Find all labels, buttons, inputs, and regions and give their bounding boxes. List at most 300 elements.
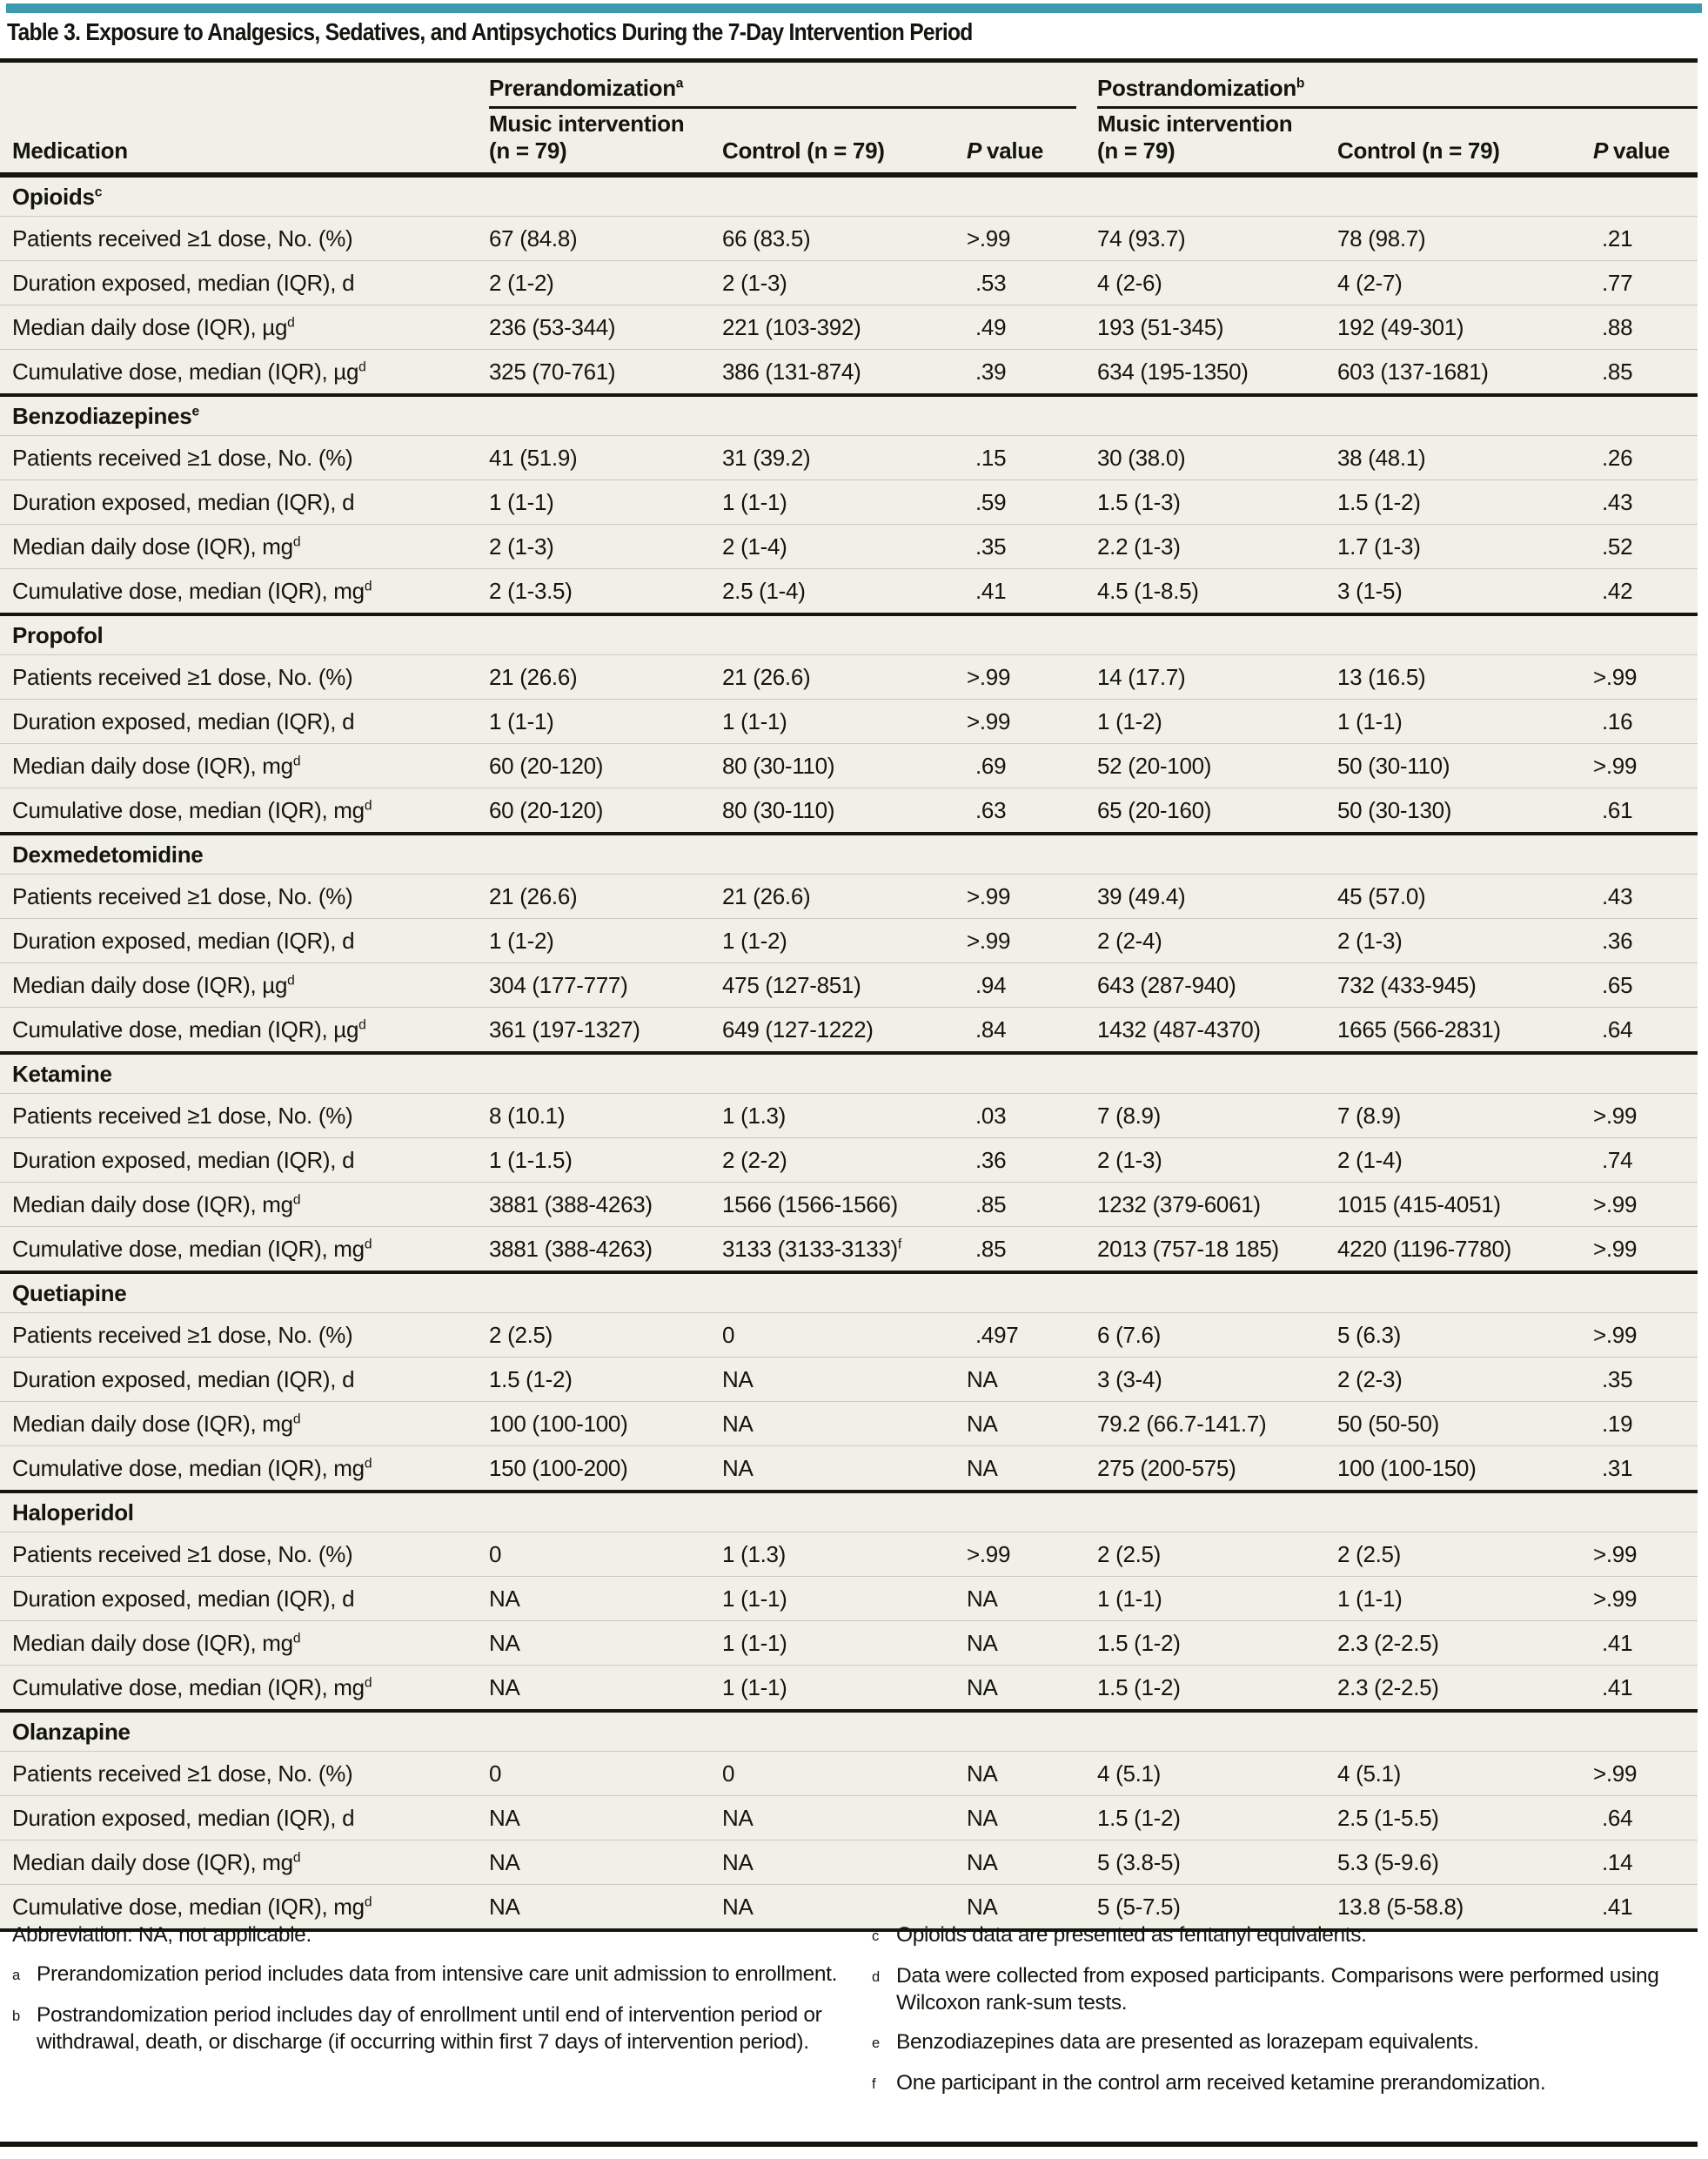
value-cell: NA [489,1848,520,1875]
footnote-marker: b [12,2008,20,2024]
medication-section [0,835,1698,1055]
value-cell: 1 (1-1) [1337,707,1403,734]
section-label: Benzodiazepines$^e$ [12,402,199,429]
table-row [0,1751,1698,1795]
value-cell: 21 (26.6) [722,663,811,690]
value-cell: >.99 [1593,1321,1638,1348]
value-cell: 78 (98.7) [1337,225,1426,251]
table-row [0,1182,1698,1226]
value-cell: 50 (30-110) [1337,752,1450,779]
footnote-c [872,1921,1698,1950]
value-cell: 4 (2-6) [1097,269,1162,296]
value-cell: 5 (5-7.5) [1097,1893,1181,1920]
row-label: Median daily dose (IQR), $mg^d$ [12,1190,301,1217]
value-cell: NA [489,1629,520,1656]
table-row [0,349,1698,393]
table-row [0,654,1698,699]
footnote-text: One participant in the control arm received ketamine prerandomization. [896,2071,1546,2095]
value-cell: 0 [489,1540,502,1567]
table-row [0,435,1698,479]
value-cell: .31 [1602,1454,1633,1481]
column-header-pvalue-pre: P value [967,137,1044,164]
value-cell: .85 [975,1235,1007,1262]
value-cell: 2.3 (2-2.5) [1337,1673,1439,1700]
row-label: Patients received ≥1 dose, No. (%) [12,1760,353,1787]
value-cell: 3 (3-4) [1097,1365,1162,1392]
value-cell: .16 [1602,707,1633,734]
row-label: Duration exposed, median (IQR), d [12,1146,355,1173]
footnotes [12,1921,1698,2110]
value-cell: NA [967,1893,998,1920]
value-cell: 475 (127-851) [722,971,861,998]
table-row [0,1445,1698,1490]
group-header-prerandomization [489,63,1076,109]
row-label: Median daily dose (IQR), µg$^d$ [12,971,295,998]
value-cell: 39 (49.4) [1097,882,1186,909]
value-cell: 1.5 (1-2) [1097,1673,1181,1700]
group-label: Postrandomization$^b$ [1097,75,1305,101]
medication-section [0,616,1698,835]
value-cell: 1015 (415-4051) [1337,1190,1501,1217]
footnote-marker: a [12,1968,20,1983]
table-row [0,1620,1698,1665]
table-row [0,1532,1698,1576]
value-cell: 50 (50-50) [1337,1410,1439,1437]
value-cell: 2 (2-2) [722,1146,787,1173]
table-row [0,743,1698,788]
value-cell: 1 (1-1) [489,707,554,734]
group-header-spacer [0,63,489,109]
value-cell: >.99 [967,882,1011,909]
value-cell: NA [489,1673,520,1700]
row-label: Median daily dose (IQR), $mg^d$ [12,1848,301,1875]
footnote-d [872,1962,1698,2016]
medication-section [0,1493,1698,1713]
value-cell: .35 [1602,1365,1633,1392]
value-cell: 1 (1-1) [722,488,787,515]
value-cell: 3 (1-5) [1337,577,1403,604]
value-cell: 1 (1-1) [1337,1585,1403,1612]
value-cell: .15 [975,444,1007,471]
row-label: Median daily dose (IQR), $mg^d$ [12,1629,301,1656]
medication-section [0,1274,1698,1493]
table-row [0,1137,1698,1182]
value-cell: 4220 (1196-7780) [1337,1235,1511,1262]
value-cell: 193 (51-345) [1097,313,1224,340]
value-cell: 21 (26.6) [489,882,578,909]
value-cell: .41 [1602,1629,1633,1656]
value-cell: .49 [975,313,1007,340]
section-label: Opioids$^c$ [12,183,103,210]
section-header [0,616,1698,654]
footnote-text: Prerandomization period includes data from intensive care unit admission to enrollment. [37,1962,838,1986]
value-cell: 67 (84.8) [489,225,578,251]
value-cell: 52 (20-100) [1097,752,1212,779]
value-cell: 7 (8.9) [1097,1102,1162,1129]
column-header-medication: Medication [12,137,128,164]
row-label: Patients received ≥1 dose, No. (%) [12,1102,353,1129]
table-row [0,216,1698,260]
value-cell: .61 [1602,796,1633,823]
value-cell: .19 [1602,1410,1633,1437]
row-label: Cumulative dose, median (IQR), $mg^d$ [12,577,372,604]
value-cell: 4 (2-7) [1337,269,1403,296]
value-cell: 2 (1-3) [1097,1146,1162,1173]
value-cell: 1.7 (1-3) [1337,533,1421,560]
value-cell: 5 (6.3) [1337,1321,1402,1348]
footnote-marker: c [872,1928,879,1944]
value-cell: >.99 [967,927,1011,954]
table-row [0,1795,1698,1840]
footnotes-left-column [12,1921,839,2110]
value-cell: 5.3 (5-9.6) [1337,1848,1439,1875]
value-cell: .43 [1602,488,1633,515]
value-cell: 0 [722,1321,735,1348]
value-cell: 8 (10.1) [489,1102,566,1129]
value-cell: 192 (49-301) [1337,313,1464,340]
medication-section [0,397,1698,616]
value-cell: 4.5 (1-8.5) [1097,577,1199,604]
value-cell: 649 (127-1222) [722,1016,874,1043]
value-cell: >.99 [1593,1760,1638,1787]
value-cell: 2 (2-3) [1337,1365,1403,1392]
value-cell: 50 (30-130) [1337,796,1452,823]
value-cell: 65 (20-160) [1097,796,1212,823]
section-label: Quetiapine [12,1279,127,1306]
value-cell: 2 (2-4) [1097,927,1162,954]
table-row [0,1226,1698,1271]
value-cell: 325 (70-761) [489,358,616,385]
value-cell: 2 (1-3) [722,269,787,296]
row-label: Cumulative dose, median (IQR), $mg^d$ [12,1673,372,1700]
value-cell: .52 [1602,533,1633,560]
value-cell: NA [722,1848,754,1875]
value-cell: 1.5 (1-2) [1097,1629,1181,1656]
value-cell: 4 (5.1) [1337,1760,1402,1787]
value-cell: >.99 [1593,1235,1638,1262]
value-cell: 1.5 (1-3) [1097,488,1181,515]
value-cell: NA [489,1804,520,1831]
row-label: Cumulative dose, median (IQR), $mg^d$ [12,1235,372,1262]
value-cell: .36 [1602,927,1633,954]
column-header-row [0,109,1698,172]
value-cell: 221 (103-392) [722,313,861,340]
footnote-b [12,2001,839,2055]
value-cell: NA [722,1893,754,1920]
value-cell: 304 (177-777) [489,971,628,998]
value-cell: 2013 (757-18 185) [1097,1235,1279,1262]
value-cell: .69 [975,752,1007,779]
value-cell: .21 [1602,225,1633,251]
value-cell: 2.3 (2-2.5) [1337,1629,1439,1656]
row-label: Patients received ≥1 dose, No. (%) [12,882,353,909]
table-row [0,524,1698,568]
value-cell: 1 (1-1.5) [489,1146,573,1173]
value-cell: >.99 [967,707,1011,734]
section-label: Ketamine [12,1060,112,1087]
value-cell: 3881 (388-4263) [489,1235,653,1262]
value-cell: 21 (26.6) [722,882,811,909]
table-row [0,1665,1698,1709]
section-label: Olanzapine [12,1718,131,1745]
row-label: Median daily dose (IQR), $mg^d$ [12,1410,301,1437]
value-cell: .03 [975,1102,1007,1129]
value-cell: 634 (195-1350) [1097,358,1249,385]
value-cell: 2 (1-3.5) [489,577,573,604]
value-cell: 21 (26.6) [489,663,578,690]
section-label: Haloperidol [12,1499,134,1525]
value-cell: .42 [1602,577,1633,604]
value-cell: .74 [1602,1146,1633,1173]
value-cell: .94 [975,971,1007,998]
medication-section [0,178,1698,397]
value-cell: 14 (17.7) [1097,663,1186,690]
value-cell: 1 (1-1) [1097,1585,1162,1612]
value-cell: 30 (38.0) [1097,444,1186,471]
row-label: Patients received ≥1 dose, No. (%) [12,444,353,471]
row-label: Median daily dose (IQR), µg$^d$ [12,313,295,340]
row-label: Duration exposed, median (IQR), d [12,927,355,954]
table-row [0,479,1698,524]
value-cell: 100 (100-100) [489,1410,628,1437]
value-cell: 1 (1.3) [722,1540,787,1567]
value-cell: >.99 [1593,1540,1638,1567]
table-row [0,1401,1698,1445]
value-cell: .497 [975,1321,1019,1348]
footnote-marker: f [872,2076,876,2092]
table-row [0,305,1698,349]
value-cell: .41 [1602,1893,1633,1920]
value-cell: .14 [1602,1848,1633,1875]
value-cell: 2 (1-3) [489,533,554,560]
value-cell: 1 (1-1) [722,1629,787,1656]
value-cell: NA [967,1673,998,1700]
value-cell: 66 (83.5) [722,225,811,251]
section-label: Propofol [12,621,104,648]
table-row [0,1576,1698,1620]
row-label: Cumulative dose, median (IQR), µg$^d$ [12,1016,366,1043]
value-cell: 13 (16.5) [1337,663,1426,690]
row-label: Duration exposed, median (IQR), d [12,1804,355,1831]
footnote-f [872,2069,1698,2098]
row-label: Duration exposed, median (IQR), d [12,488,355,515]
value-cell: 1 (1-1) [722,707,787,734]
value-cell: 1.5 (1-2) [1097,1804,1181,1831]
value-cell: 60 (20-120) [489,796,604,823]
value-cell: .41 [1602,1673,1633,1700]
table-body [0,178,1698,1932]
value-cell: 31 (39.2) [722,444,811,471]
value-cell: 2 (1-4) [1337,1146,1403,1173]
row-label: Patients received ≥1 dose, No. (%) [12,1540,353,1567]
value-cell: NA [722,1410,754,1437]
value-cell: 2 (2.5) [1097,1540,1162,1567]
footnote-text: Postrandomization period includes day of enrollment until end of intervention period or withdrawal, death, or discharge (if occurring within first 7 days of intervention period). [37,2003,822,2054]
value-cell: .39 [975,358,1007,385]
value-cell: >.99 [1593,1190,1638,1217]
footnote-e [872,2028,1698,2057]
value-cell: 1566 (1566-1566) [722,1190,898,1217]
value-cell: NA [489,1585,520,1612]
value-cell: >.99 [1593,1585,1638,1612]
value-cell: 60 (20-120) [489,752,604,779]
value-cell: NA [967,1848,998,1875]
value-cell: .84 [975,1016,1007,1043]
value-cell: 1 (1-1) [722,1673,787,1700]
section-header [0,1055,1698,1093]
section-header [0,835,1698,874]
footnote-text: Opioids data are presented as fentanyl equivalents. [896,1923,1367,1947]
value-cell: 1 (1-2) [722,927,787,954]
value-cell: NA [967,1629,998,1656]
value-cell: 5 (3.8-5) [1097,1848,1181,1875]
value-cell: 0 [489,1760,502,1787]
value-cell: 361 (197-1327) [489,1016,640,1043]
column-header-music-pre: Music intervention (n = 79) [489,111,685,164]
table-row [0,260,1698,305]
abbreviation-note: Abbreviation: NA, not applicable. [12,1923,311,1947]
table-row [0,918,1698,962]
value-cell: 1.5 (1-2) [489,1365,573,1392]
group-label: Prerandomization$^a$ [489,75,684,101]
value-cell: 1665 (566-2831) [1337,1016,1501,1043]
row-label: Cumulative dose, median (IQR), $mg^d$ [12,1454,372,1481]
column-header-pvalue-post: P value [1593,137,1671,164]
value-cell: 1 (1.3) [722,1102,787,1129]
value-cell: .77 [1602,269,1633,296]
column-header-music-post: Music intervention (n = 79) [1097,111,1293,164]
value-cell: 7 (8.9) [1337,1102,1402,1129]
value-cell: 603 (137-1681) [1337,358,1489,385]
section-header [0,1493,1698,1532]
value-cell: 3133 (3133-3133)$^f$ [722,1235,902,1262]
footnotes-right-column [872,1921,1698,2110]
value-cell: NA [967,1804,998,1831]
column-header-control-post: Control (n = 79) [1337,137,1500,164]
value-cell: 3881 (388-4263) [489,1190,653,1217]
value-cell: >.99 [967,663,1011,690]
value-cell: NA [967,1760,998,1787]
value-cell: .85 [975,1190,1007,1217]
medication-section [0,1713,1698,1932]
value-cell: 1.5 (1-2) [1337,488,1421,515]
value-cell: 2.5 (1-5.5) [1337,1804,1439,1831]
value-cell: 150 (100-200) [489,1454,628,1481]
value-cell: 2.2 (1-3) [1097,533,1181,560]
section-header [0,1274,1698,1312]
section-label: Dexmedetomidine [12,841,204,868]
value-cell: 643 (287-940) [1097,971,1236,998]
value-cell: .64 [1602,1804,1633,1831]
value-cell: >.99 [1593,752,1638,779]
value-cell: .41 [975,577,1007,604]
value-cell: 2 (1-4) [722,533,787,560]
page-bottom-rule [0,2142,1698,2147]
row-label: Cumulative dose, median (IQR), $mg^d$ [12,796,372,823]
value-cell: 732 (433-945) [1337,971,1477,998]
column-header-control-pre: Control (n = 79) [722,137,885,164]
value-cell: .36 [975,1146,1007,1173]
value-cell: >.99 [1593,1102,1638,1129]
value-cell: .88 [1602,313,1633,340]
value-cell: .53 [975,269,1007,296]
row-label: Median daily dose (IQR), $mg^d$ [12,533,301,560]
footnote-text: Data were collected from exposed participants. Comparisons were performed using Wilcoxon rank-sum tests. [896,1964,1659,2015]
row-label: Duration exposed, median (IQR), d [12,1365,355,1392]
value-cell: .26 [1602,444,1633,471]
value-cell: 45 (57.0) [1337,882,1426,909]
table-row [0,1093,1698,1137]
value-cell: 2 (1-2) [489,269,554,296]
row-label: Duration exposed, median (IQR), d [12,707,355,734]
row-label: Cumulative dose, median (IQR), $mg^d$ [12,1893,372,1920]
row-label: Patients received ≥1 dose, No. (%) [12,1321,353,1348]
value-cell: 4 (5.1) [1097,1760,1162,1787]
value-cell: NA [967,1454,998,1481]
value-cell: 1232 (379-6061) [1097,1190,1261,1217]
value-cell: 38 (48.1) [1337,444,1426,471]
row-label: Median daily dose (IQR), $mg^d$ [12,752,301,779]
row-label: Cumulative dose, median (IQR), µg$^d$ [12,358,366,385]
value-cell: .63 [975,796,1007,823]
value-cell: .43 [1602,882,1633,909]
value-cell: 74 (93.7) [1097,225,1186,251]
value-cell: 236 (53-344) [489,313,616,340]
value-cell: NA [722,1365,754,1392]
footnote-text: Benzodiazepines data are presented as lorazepam equivalents. [896,2030,1479,2054]
value-cell: 386 (131-874) [722,358,861,385]
footnote-marker: d [872,1969,880,1985]
value-cell: 2 (2.5) [489,1321,553,1348]
value-cell: NA [722,1804,754,1831]
table-row [0,1357,1698,1401]
value-cell: 2 (1-3) [1337,927,1403,954]
section-header [0,1713,1698,1751]
value-cell: .65 [1602,971,1633,998]
value-cell: 1 (1-1) [722,1585,787,1612]
value-cell: >.99 [967,1540,1011,1567]
accent-bar [6,3,1702,13]
section-header [0,178,1698,216]
table-row [0,1312,1698,1357]
table-row [0,1007,1698,1051]
value-cell: .35 [975,533,1007,560]
value-cell: 2 (2.5) [1337,1540,1402,1567]
row-label: Patients received ≥1 dose, No. (%) [12,225,353,251]
table-row [0,788,1698,832]
table-row [0,699,1698,743]
value-cell: 6 (7.6) [1097,1321,1162,1348]
value-cell: 2.5 (1-4) [722,577,806,604]
value-cell: 13.8 (5-58.8) [1337,1893,1464,1920]
table-row [0,962,1698,1007]
medication-section [0,1055,1698,1274]
value-cell: .59 [975,488,1007,515]
value-cell: >.99 [1593,663,1638,690]
exposure-table [0,63,1698,1932]
row-label: Duration exposed, median (IQR), d [12,1585,355,1612]
value-cell: .64 [1602,1016,1633,1043]
value-cell: NA [489,1893,520,1920]
value-cell: >.99 [967,225,1011,251]
value-cell: 41 (51.9) [489,444,578,471]
footnote-a [12,1961,839,1989]
value-cell: 0 [722,1760,735,1787]
row-label: Patients received ≥1 dose, No. (%) [12,663,353,690]
table-row [0,1840,1698,1884]
value-cell: 275 (200-575) [1097,1454,1236,1481]
table-row [0,874,1698,918]
